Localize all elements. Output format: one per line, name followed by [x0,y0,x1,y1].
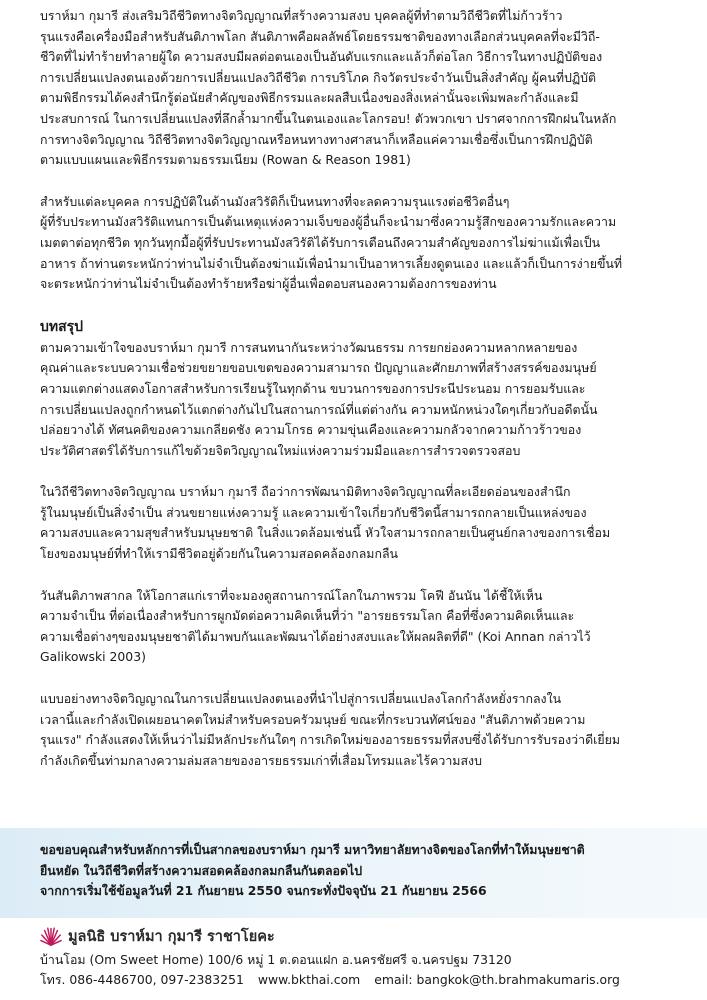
organization-row [40,922,680,950]
text-line: ความจำเป็น ที่ต่อเนื่องสำหรับการผูกมัดต่อความคิดเห็นที่ว่า "อารยธรรมโลก คือที่ซึ่งความคิดเห็นและ [40,608,575,624]
text-line: ชีวิตที่ไม่ทำร้ายทำลายผู้ใด ความสงบมีผลต่อตนเองเป็นอันดับแรกและแล้วก็ต่อโลก วิธีการในทางปฏิบัติของ [40,49,603,65]
text-line: จะตระหนักว่าท่านไม่จำเป็นต้องทำร้ายหรือฆ่าผู้อื่นเพื่อตอบสนองความต้องการของท่าน [40,276,497,292]
text-line: ผู้ที่รับประทานมังสวิรัติแทนการเป็นต้นเหตุแห่งความเจ็บของผู้อื่นก็จะนำมาซึ่งความรู้สึกของความรักและความ [40,214,617,230]
paragraph-1 [40,6,668,171]
text-line: คุณค่าและระบบความเชื่อช่วยขยายขอบเขตของความสามารถ ปัญญาและศักยภาพที่สร้างสรรค์ของมนุษย์ [40,360,597,376]
phone-numbers: โทร. 086-4486700, 097-2383251 [40,972,244,987]
email-link[interactable]: email: bangkok@th.brahmakumaris.org [374,972,620,987]
acknowledgement-banner [0,828,707,918]
text-line: อาหาร ถ้าท่านตระหนักว่าท่านไม่จำเป็นต้องฆ่าแม้เพื่อนำมาเป็นอาหารเลี้ยงดูตนเอง และแล้วก็เป็นการง่ายขึ้นที่ [40,255,623,271]
text-line: โยงของมนุษย์ที่ทำให้เรามีชีวิตอยู่ด้วยกันในความสอดคล้องกลมกลืน [40,546,399,562]
text-line: ตามแบบแผนและพิธีกรรมตามธรรมเนียม (Rowan & Reason 1981) [40,152,411,168]
text-line: สำหรับแต่ละบุคคล การปฏิบัติในด้านมังสวิรัติก็เป็นหนทางที่จะลดความรุนแรงต่อชีวิตอื่นๆ [40,193,510,209]
text-line: บราห์มา กุมารี ส่งเสริมวิถีชีวิตทางจิตวิญญาณที่สร้างความสงบ บุคคลผู้ที่ทำตามวิถีชีวิตที่ไม่ก้าวร้าว [40,8,563,23]
text-line: แบบอย่างทางจิตวิญญาณในการเปลี่ยนแปลงตนเองที่นำไปสู่การเปลี่ยนแปลงโลกกำลังหยั่งรากลงใน [40,691,562,707]
text-line: ความสงบและความสุขสำหรับมนุษยชาติ ในสิ่งแวดล้อมเช่นนี้ หัวใจสามารถกลายเป็นศูนย์กลางของการเชื่อม [40,525,611,541]
text-line: รุนแรง" กำลังแสดงให้เห็นว่าไม่มีหลักประกันใดๆ การเกิดใหม่ของอารยธรรมที่สงบซึ่งได้รับการรับรองว่าดีเยี่ยม [40,732,621,748]
text-line: เวลานี้และกำลังเปิดเผยอนาคตใหม่สำหรับครอบครัวมนุษย์ ขณะที่กระบวนทัศน์ของ "สันติภาพด้วยความ [40,711,586,727]
text-line: วันสันติภาพสากล ให้โอกาสแก่เราที่จะมองดูสถานการณ์โลกในภาพรวม โคฟี อันนัน ได้ชี้ให้เห็น [40,587,543,603]
website-link[interactable]: www.bkthai.com [257,972,361,987]
contact-row [40,970,680,990]
text-line: ปล่อยวางได้ ทัศนคติของความเกลียดชัง ความโกรธ ความขุ่นเคืองและความกลัวจากความก้าวร้าวของ [40,422,582,438]
text-line: Galikowski 2003) [40,649,146,665]
text-line: ความแตกต่างแสดงโอกาสสำหรับการเรียนรู้ในทุกด้าน ขบวนการของการประนีประนอม การยอมรับและ [40,380,586,396]
text-line: รู้ในมนุษย์เป็นสิ่งจำเป็น ส่วนขยายแห่งความรู้ และความเข้าใจเกี่ยวกับชีวิตนี้สามารถกลายเป็นแหล่งของ [40,504,587,520]
paragraph-5 [40,586,668,668]
section-heading-conclusion: บทสรุป [40,318,84,335]
acknowledgement-text [40,840,680,902]
paragraph-6 [40,689,668,771]
acknowledgement-line: ขอขอบคุณสำหรับหลักการที่เป็นสากลของบราห์มา กุมารี มหาวิทยาลัยทางจิตของโลกที่ทำให้มนุษยชาติ [40,842,585,857]
paragraph-4 [40,482,668,564]
text-line: รุนแรงคือเครื่องมือสำหรับสันติภาพโลก สันติภาพคือผลลัพธ์โดยธรรมชาติของทางเลือกส่วนบุคคลที่จะมีวิถี- [40,28,600,44]
text-line: เมตตาต่อทุกชีวิต ทุกวันทุกมื้อผู้ที่รับประทานมังสวิรัติได้รับการเตือนถึงความสำคัญของการไม่ฆ่าแม้เพื่อเป็น [40,234,601,250]
text-line: ตามพิธีกรรมได้คงสำนึกรู้ต่อนัยสำคัญของพิธีกรรมและผลสืบเนื่องของสิ่งเหล่านั้นจะเพิ่มพละกำลังและมี [40,90,579,106]
text-line: ประสบการณ์ ในการเปลี่ยนแปลงที่ลึกล้ำมากขึ้นในตนเองและโลกรอบ! ตัวพวกเขา ปราศจากการฝึกฝนในหลัก [40,110,617,126]
text-line: การเปลี่ยนแปลงถูกกำหนดไว้แตกต่างกันไปในสถานการณ์ที่แต่ต่างกัน ความหนักหน่วงใดๆเกี่ยวกับอดีตนั้น [40,401,598,417]
paragraph-3 [40,338,668,462]
address: บ้านโอม (Om Sweet Home) 100/6 หมู่ 1 ต.ดอนแฝก อ.นครชัยศรี จ.นครปฐม 73120 [40,952,512,967]
text-line: การเปลี่ยนแปลงตนเองด้วยการเปลี่ยนแปลงวิถีชีวิต การบริโภค กิจวัตรประจำวันเป็นสิ่งสำคัญ ผู้คนที่ปฏิบัติ [40,69,597,85]
text-line: ความเชื่อต่างๆของมนุษยชาติได้มาพบกันและพัฒนาได้อย่างสงบและให้ผลผลิตที่ดี" (Koi Annan กล่าวไว้ [40,628,591,644]
text-line: ในวิถีชีวิตทางจิตวิญญาณ บราห์มา กุมารี ถือว่าการพัฒนามิติทางจิตวิญญาณที่ละเอียดอ่อนของสำนึก [40,484,571,500]
text-line: ตามความเข้าใจของบราห์มา กุมารี การสนทนากันระหว่างวัฒนธรรม การยกย่องความหลากหลายของ [40,339,578,355]
text-line: การทางจิตวิญญาณ วิถีชีวิตทางจิตวิญญาณหรือหนทางทางศาสนาก็เหลือแค่ความเชื่อซึ่งเป็นการฝึกปฏิบัติ [40,131,593,147]
organization-name: มูลนิธิ บราห์มา กุมารี ราชาโยคะ [68,928,275,945]
document-body [40,6,668,792]
sunburst-logo-icon [40,925,62,947]
paragraph-2 [40,192,668,295]
text-line: ประวัติศาสตร์ได้รับการแก้ไขด้วยจิตวิญญาณใหม่แห่งความร่วมมือและการสำรวจตรวจสอบ [40,442,521,458]
acknowledgement-line: จากการเริ่มใช้ข้อมูลวันที่ 21 กันยายน 2550 จนกระทั่งปัจจุบัน 21 กันยายน 2566 [40,883,487,898]
acknowledgement-line: ยืนหยัด ในวิถีชีวิตที่สร้างความสอดคล้องกลมกลืนกันตลอดไป [40,862,363,878]
footer [40,922,680,990]
text-line: กำลังเกิดขึ้นท่ามกลางความล่มสลายของอารยธรรมเก่าที่เสื่อมโทรมและไร้ความสงบ [40,752,482,768]
